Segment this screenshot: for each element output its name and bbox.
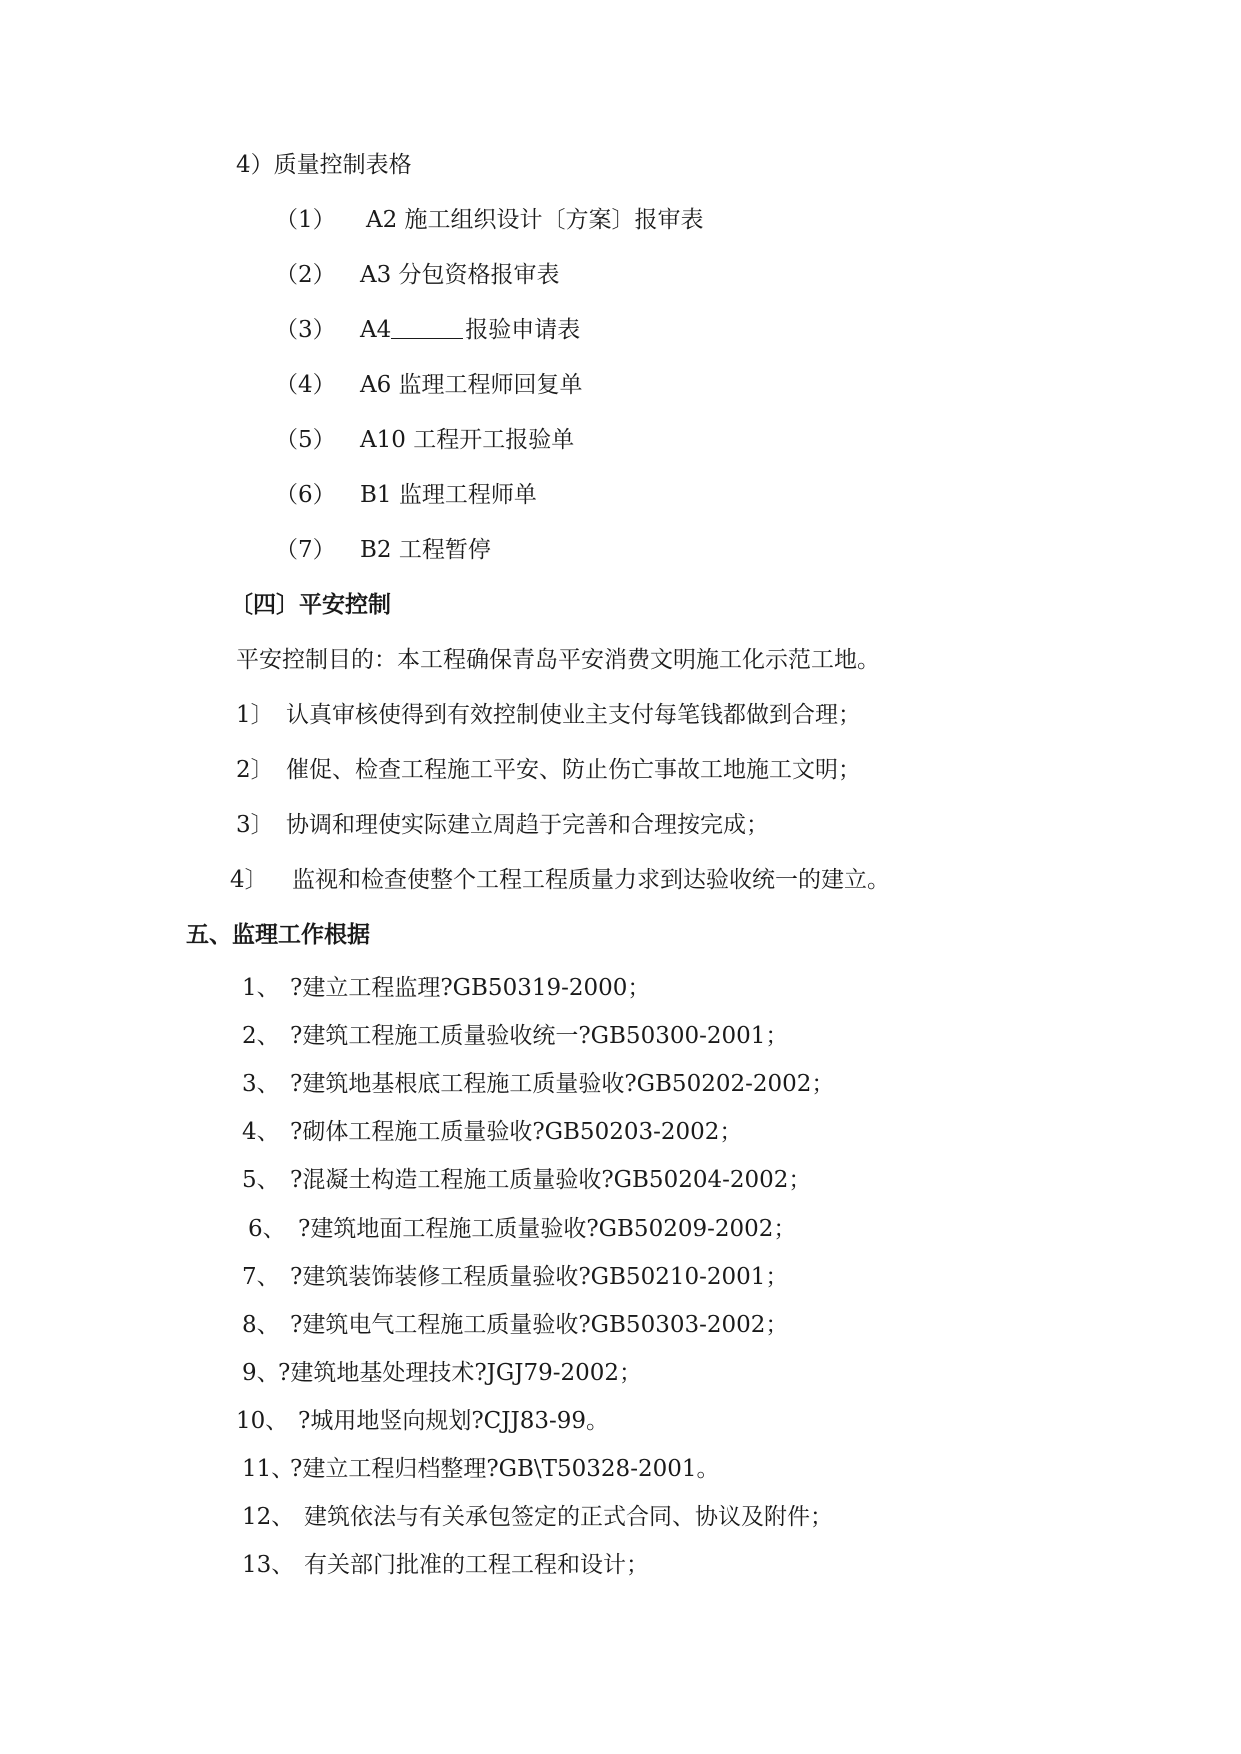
basis-item-text: ?建筑地基处理技术?JGJ79-2002； bbox=[278, 1360, 643, 1386]
basis-item-number: 9、 bbox=[242, 1360, 280, 1386]
form-item-text: A6 监理工程师回复单 bbox=[360, 372, 583, 398]
basis-item-text: ?砌体工程施工质量验收?GB50203-2002； bbox=[290, 1119, 743, 1145]
basis-heading: 五、监理工作根据 bbox=[186, 922, 370, 948]
safety-item-text: 认真审核使得到有效控制使业主支付每笔钱都做到合理； bbox=[286, 702, 861, 728]
basis-item-text: ?混凝土构造工程施工质量验收?GB50204-2002； bbox=[290, 1167, 812, 1193]
basis-item-number: 13、 bbox=[242, 1552, 295, 1578]
form-item-text bbox=[360, 315, 580, 345]
safety-item-number: 4〕 bbox=[230, 867, 268, 893]
basis-item-text: ?建筑地面工程施工质量验收?GB50209-2002； bbox=[298, 1216, 797, 1242]
form-item-number: （4） bbox=[275, 372, 336, 398]
basis-item-number: 11、 bbox=[242, 1456, 295, 1482]
basis-item-text: ?建筑电气工程施工质量验收?GB50303-2002； bbox=[290, 1312, 789, 1338]
safety-heading: 〔四〕平安控制 bbox=[230, 592, 391, 618]
basis-item-text: ?建立工程归档整理?GB\T50328-2001。 bbox=[290, 1456, 720, 1482]
safety-item-text: 协调和理使实际建立周趋于完善和合理按完成； bbox=[286, 812, 769, 838]
basis-item-text: 有关部门批准的工程工程和设计； bbox=[304, 1552, 649, 1578]
basis-item-number: 12、 bbox=[242, 1504, 295, 1530]
basis-item-number: 7、 bbox=[242, 1264, 280, 1290]
form-item-text: B2 工程暂停 bbox=[360, 537, 491, 563]
basis-item-number: 2、 bbox=[242, 1023, 280, 1049]
form-item-text: B1 监理工程师单 bbox=[360, 482, 537, 508]
form-item-text: A3 分包资格报审表 bbox=[360, 262, 560, 288]
basis-item-number: 4、 bbox=[242, 1119, 280, 1145]
basis-item-text: ?建立工程监理?GB50319-2000； bbox=[290, 975, 651, 1001]
safety-item-number: 1〕 bbox=[236, 702, 274, 728]
safety-item-number: 2〕 bbox=[236, 757, 274, 783]
safety-item-number: 3〕 bbox=[236, 812, 274, 838]
form-item-number: （5） bbox=[275, 427, 336, 453]
section-4-heading: 4）质量控制表格 bbox=[236, 152, 412, 178]
form-item-number: （6） bbox=[275, 482, 336, 508]
form-item-suffix: 报验申请表 bbox=[465, 317, 581, 343]
basis-item-number: 8、 bbox=[242, 1312, 280, 1338]
basis-item-text: ?城用地竖向规划?CJJ83-99。 bbox=[298, 1408, 610, 1434]
form-item-number: （1） bbox=[275, 207, 336, 233]
form-item-number: （2） bbox=[275, 262, 336, 288]
basis-item-text: ?建筑装饰装修工程质量验收?GB50210-2001； bbox=[290, 1264, 789, 1290]
safety-item-text: 催促、检查工程施工平安、防止伤亡事故工地施工文明； bbox=[286, 757, 861, 783]
basis-item-number: 3、 bbox=[242, 1071, 280, 1097]
form-item-text: A2 施工组织设计〔方案〕报审表 bbox=[366, 207, 704, 233]
basis-item-text: ?建筑工程施工质量验收统一?GB50300-2001； bbox=[290, 1023, 789, 1049]
form-item-number: （3） bbox=[275, 317, 336, 343]
blank-underline bbox=[391, 316, 463, 339]
basis-item-number: 5、 bbox=[242, 1167, 280, 1193]
safety-item-text: 监视和检查使整个工程工程质量力求到达验收统一的建立。 bbox=[292, 867, 890, 893]
basis-item-number: 6、 bbox=[248, 1216, 286, 1242]
basis-item-text: 建筑依法与有关承包签定的正式合同、协议及附件； bbox=[304, 1504, 833, 1530]
basis-item-number: 10、 bbox=[236, 1408, 289, 1434]
safety-goal: 平安控制目的：本工程确保青岛平安消费文明施工化示范工地。 bbox=[236, 647, 880, 673]
form-item-text: A10 工程开工报验单 bbox=[360, 427, 575, 453]
basis-item-text: ?建筑地基根底工程施工质量验收?GB50202-2002； bbox=[290, 1071, 835, 1097]
form-item-number: （7） bbox=[275, 537, 336, 563]
basis-item-number: 1、 bbox=[242, 975, 280, 1001]
form-item-prefix: A4 bbox=[360, 317, 392, 343]
